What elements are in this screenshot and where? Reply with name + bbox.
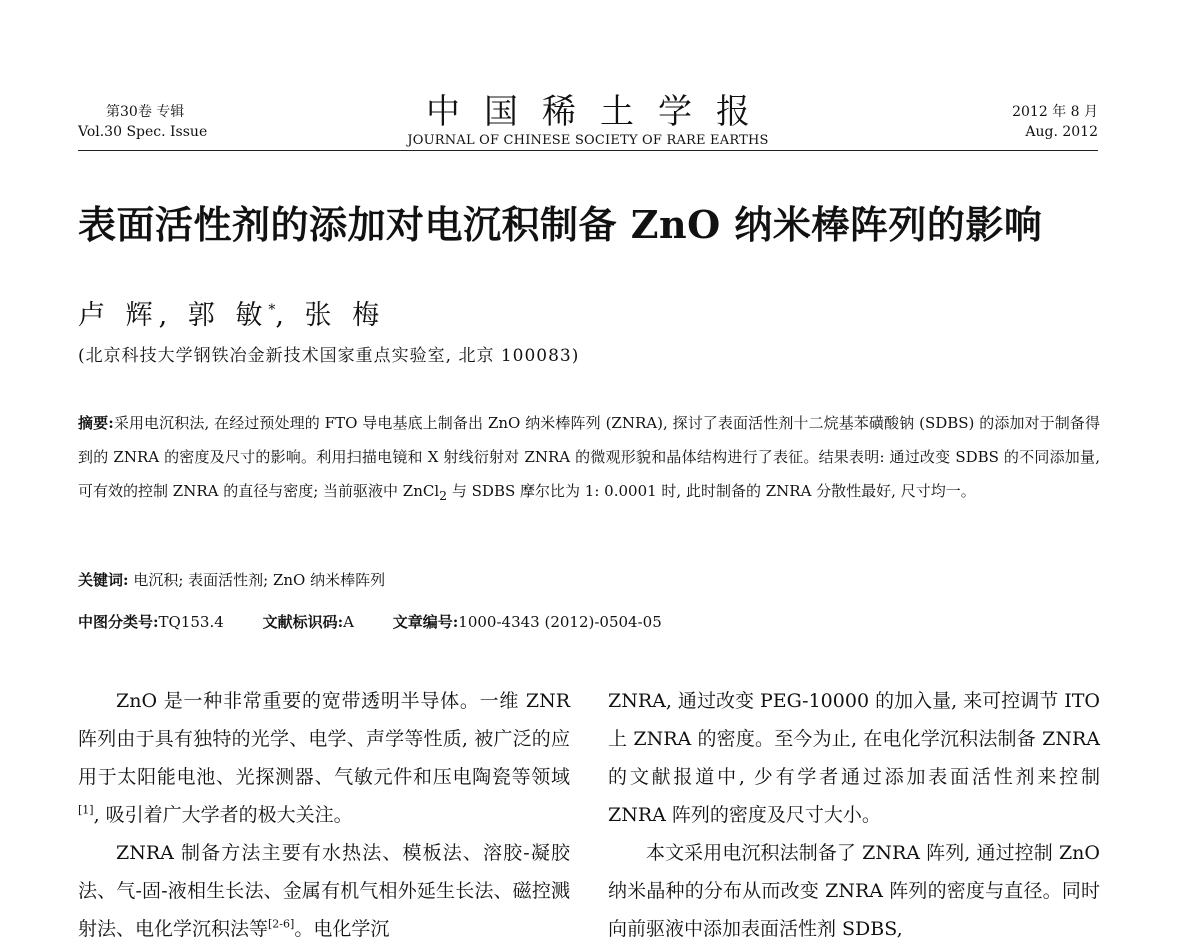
author-name: 郭 敏 — [187, 300, 269, 331]
doc-label: 文献标识码: — [262, 613, 344, 631]
journal-name-cn: 中国稀土学报 — [426, 92, 774, 132]
author-list — [78, 292, 385, 334]
classification-info — [78, 610, 696, 634]
abstract-text-cont: 与 SDBS 摩尔比为 1: 0.0001 时, 此时制备的 ZNRA 分散性最好, 尺寸均一。 — [447, 482, 976, 500]
header-rule — [78, 150, 1098, 151]
clc-label: 中图分类号: — [78, 613, 159, 631]
document-code — [263, 613, 354, 631]
citation-ref: [2-6] — [268, 917, 295, 931]
journal-name — [78, 92, 1098, 150]
date-cn: 2012 年 8 月 — [1012, 104, 1098, 120]
journal-name-en: JOURNAL OF CHINESE SOCIETY OF RARE EARTHS — [407, 133, 769, 148]
issue-date — [1012, 102, 1098, 142]
keywords-label: 关键词: — [78, 571, 129, 589]
author-name: 张 梅 — [304, 300, 386, 331]
author-separator: , — [158, 300, 188, 331]
affiliation: (北京科技大学钢铁冶金新技术国家重点实验室, 北京 100083) — [78, 346, 580, 366]
running-header — [78, 92, 1098, 152]
body-text: ZnO 是一种非常重要的宽带透明半导体。一维 ZNR 阵列由于具有独特的光学、电学、声学等性质, 被广泛的应用于太阳能电池、光探测器、气敏元件和压电陶瓷等领域 — [78, 690, 570, 788]
clc-value: TQ153.4 — [158, 613, 224, 631]
author-separator: , — [275, 300, 305, 331]
body-column-left — [78, 682, 570, 948]
keywords-text: 电沉积; 表面活性剂; ZnO 纳米棒阵列 — [133, 571, 386, 589]
body-text: , 吸引着广大学者的极大关注。 — [93, 804, 353, 826]
body-paragraph: 本文采用电沉积法制备了 ZNRA 阵列, 通过控制 ZnO 纳米晶种的分布从而改变 ZNRA 阵列的密度与直径。同时向前驱液中添加表面活性剂 SDBS, — [608, 842, 1100, 940]
author-name: 卢 辉 — [78, 300, 159, 331]
citation-ref: [1] — [78, 803, 94, 817]
volume-en: Vol.30 Spec. Issue — [78, 124, 208, 140]
article-title: 表面活性剂的添加对电沉积制备 ZnO 纳米棒阵列的影响 — [78, 202, 1043, 247]
body-paragraph — [78, 682, 570, 834]
corresponding-mark: * — [268, 302, 276, 318]
date-en: Aug. 2012 — [1025, 124, 1098, 140]
keywords — [78, 568, 385, 592]
abstract — [78, 406, 1100, 513]
body-text: ZNRA 制备方法主要有水热法、模板法、溶胶-凝胶法、气-固-液相生长法、金属有机气相外延生长法、磁控溅射法、电化学沉积法等 — [78, 842, 570, 940]
volume-cn: 第30卷 专辑 — [106, 104, 185, 120]
body-text: 。电化学沉 — [294, 918, 390, 940]
id-value: 1000-4343 (2012)-0504-05 — [458, 613, 662, 631]
abstract-label: 摘要: — [78, 414, 114, 432]
abstract-text: 采用电沉积法, 在经过预处理的 FTO 导电基底上制备出 ZnO 纳米棒阵列 (ZNRA), 探讨了表面活性剂十二烷基苯磺酸钠 (SDBS) 的添加对于制备得到的 ZNRA 的密度及尺寸的影响。利用扫描电镜和 X 射线衍射对 ZNRA 的微观形貌和晶体结构进行了表征。结果表明: 通过改变 SDBS 的不同添加量, 可有效的控制 ZNRA 的直径与密度; 当前驱液中 ZnCl — [78, 414, 1100, 500]
clc-number — [78, 613, 224, 631]
abstract-subscript: 2 — [439, 488, 448, 503]
id-label: 文章编号: — [392, 613, 459, 631]
doc-value: A — [343, 613, 354, 631]
article-number — [393, 613, 662, 631]
body-paragraph: ZNRA, 通过改变 PEG-10000 的加入量, 来可控调节 ITO 上 ZNRA 的密度。至今为止, 在电化学沉积法制备 ZNRA 的文献报道中, 少有学者通过添加表面活性剂来控制 ZNRA 阵列的密度及尺寸大小。 — [608, 690, 1100, 826]
body-paragraph — [78, 834, 570, 948]
body-column-right — [608, 682, 1100, 948]
